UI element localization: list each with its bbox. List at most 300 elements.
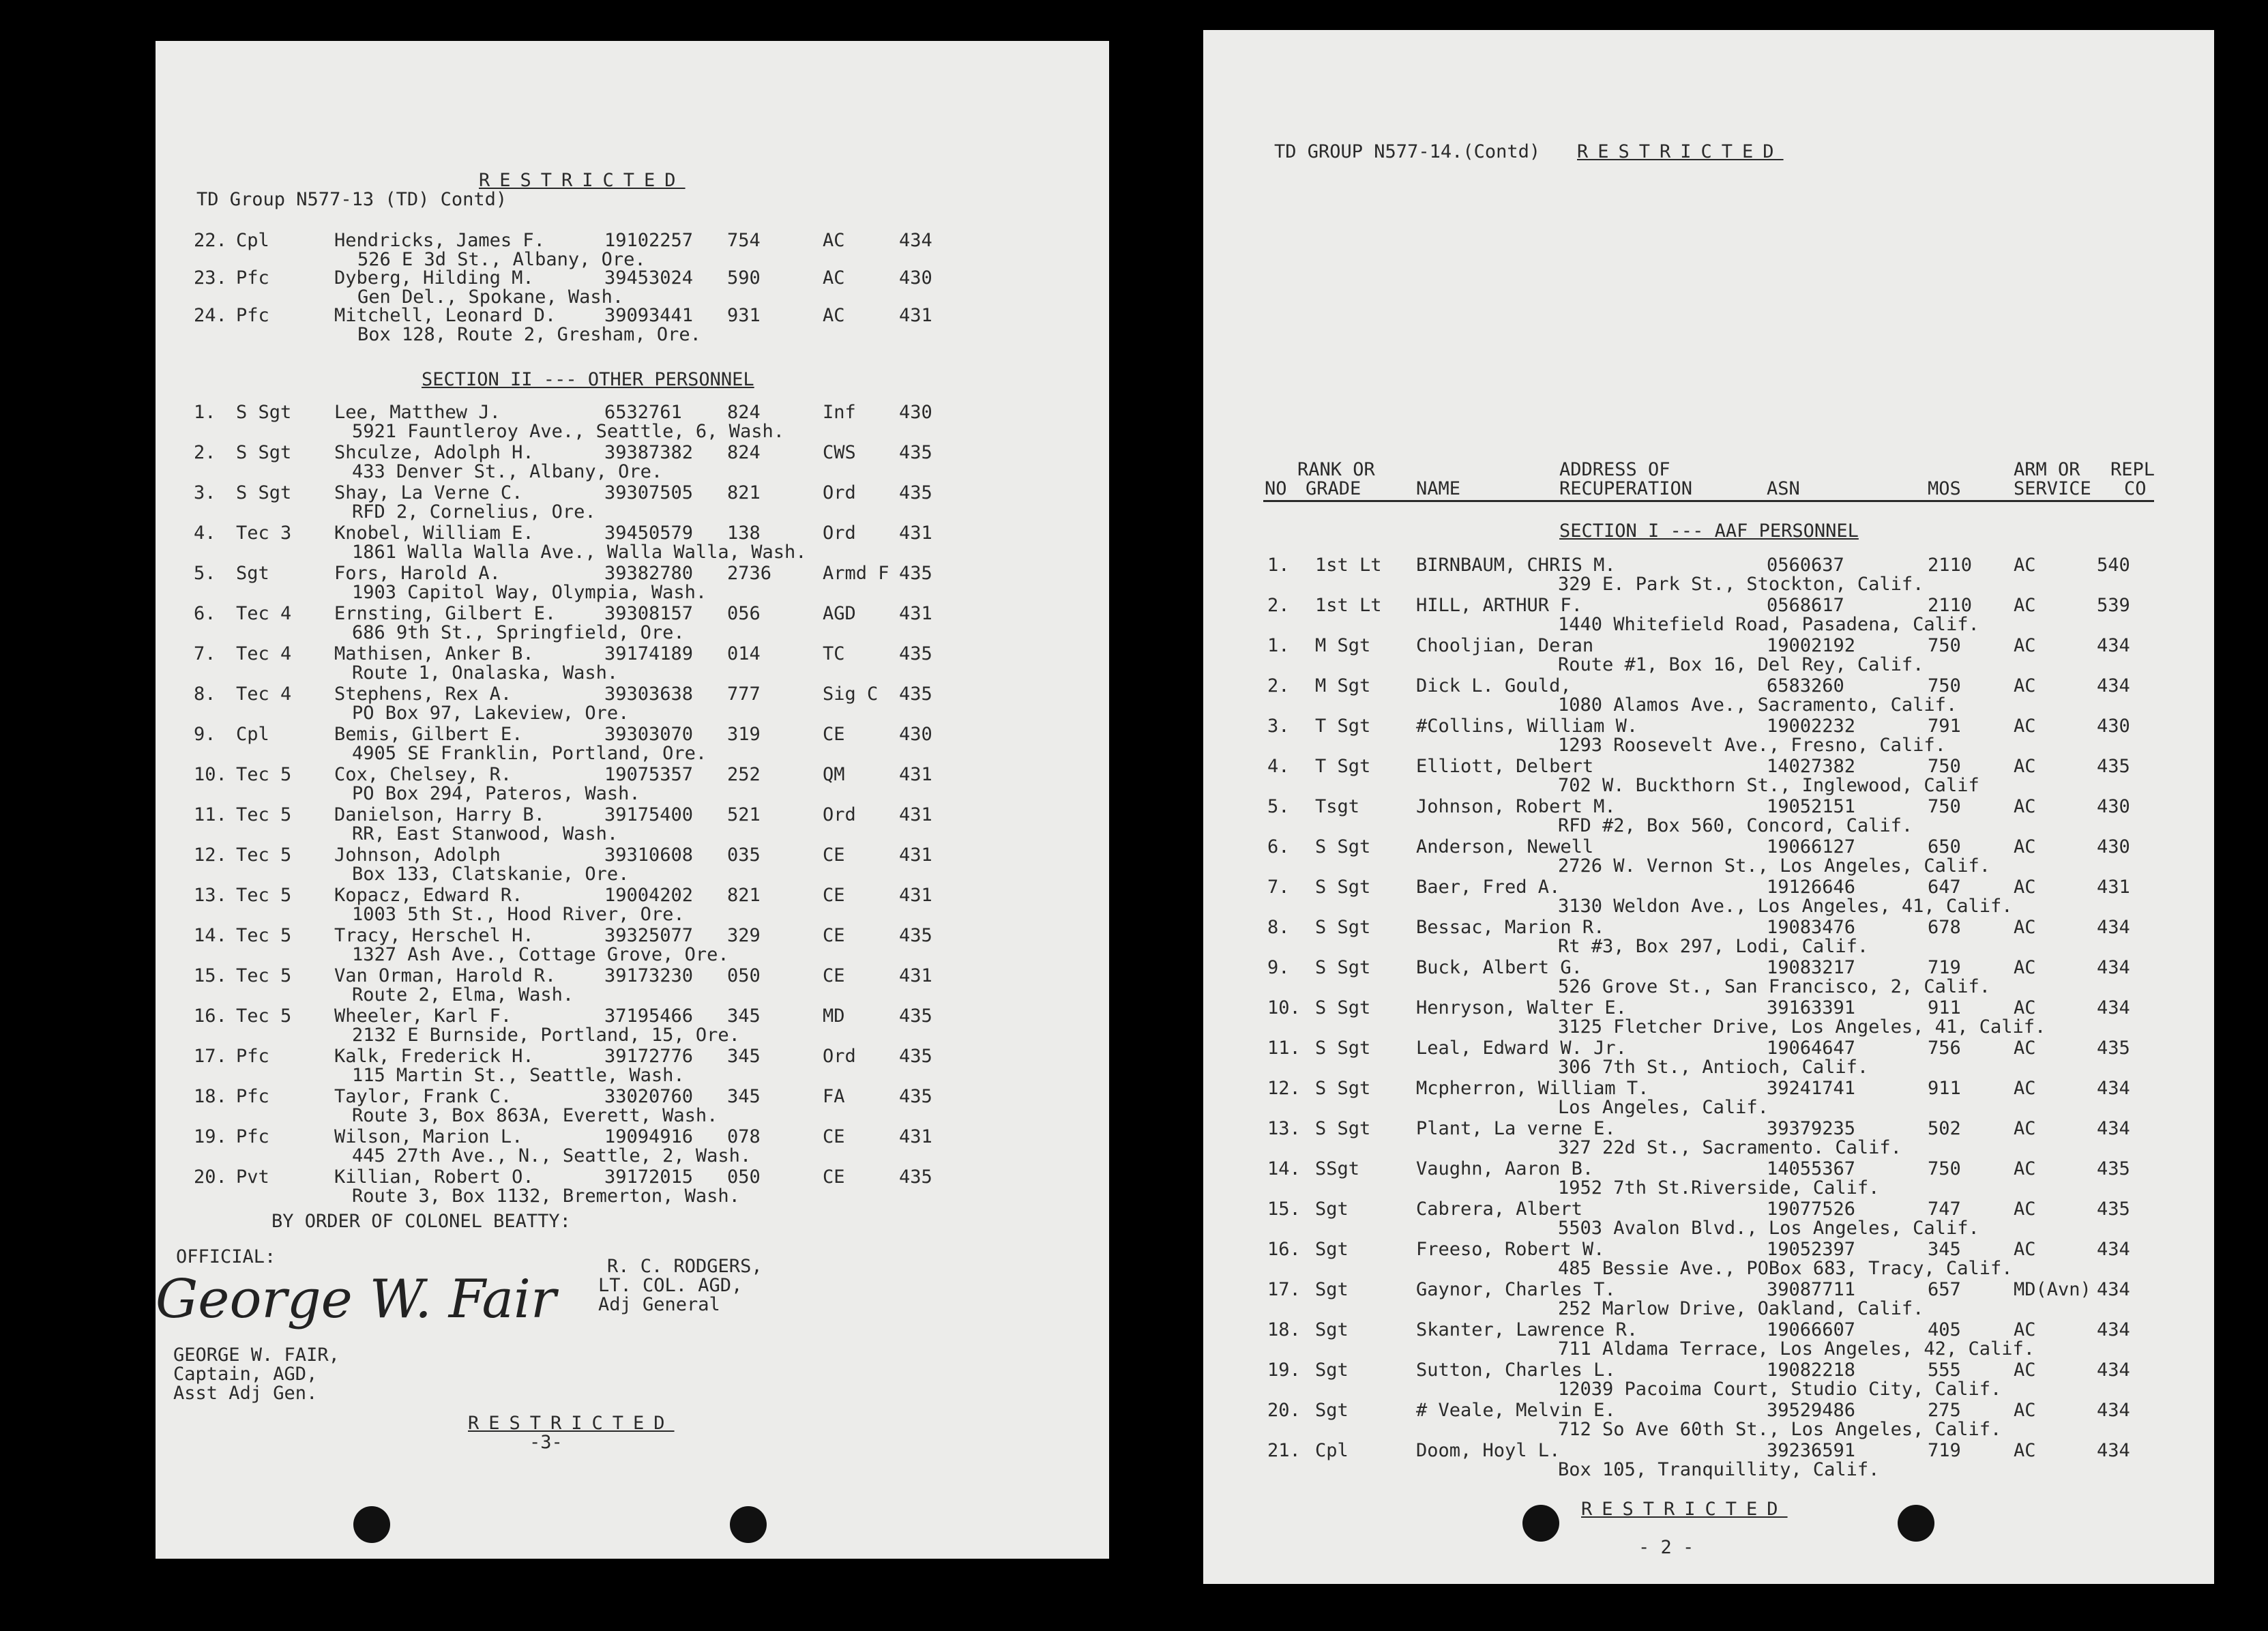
entry-name: Bessac, Marion R. <box>1416 917 1605 938</box>
entry-mos: 750 <box>1928 796 1961 817</box>
header-co-1: REPL <box>2110 459 2155 480</box>
entry-name: Hendricks, James F. <box>334 230 545 251</box>
entry-no: 10. <box>194 764 227 785</box>
entry-no: 5. <box>1267 796 1290 817</box>
entry-rank: Tec 4 <box>236 684 292 705</box>
entry-asn: 39450579 <box>604 523 694 544</box>
entry-mos: 750 <box>1928 756 1961 777</box>
entry-address: 5503 Avalon Blvd., Los Angeles, Calif. <box>1558 1218 1979 1239</box>
entry-no: 7. <box>1267 877 1290 898</box>
entry-rank: Pfc <box>236 1046 269 1067</box>
entry-address: 1327 Ash Ave., Cottage Grove, Ore. <box>352 944 729 965</box>
entry-asn: 19052397 <box>1767 1239 1856 1260</box>
entry-arm: AC <box>2014 1440 2036 1461</box>
entry-co: 435 <box>2097 1199 2130 1220</box>
entry-name: Shay, La Verne C. <box>334 482 523 503</box>
entry-co: 434 <box>2097 675 2130 696</box>
entry-mos: 405 <box>1928 1319 1961 1340</box>
entry-asn: 19082218 <box>1767 1360 1856 1381</box>
entry-name: Ernsting, Gilbert E. <box>334 603 557 624</box>
entry-arm: AC <box>2014 917 2036 938</box>
entry-rank: Tec 4 <box>236 643 292 664</box>
entry-no: 6. <box>1267 836 1290 857</box>
entry-address: 329 E. Park St., Stockton, Calif. <box>1558 574 1924 595</box>
entry-rank: Pfc <box>236 1086 269 1107</box>
entry-name: Danielson, Harry B. <box>334 804 545 825</box>
entry-co: 539 <box>2097 595 2130 616</box>
entry-address: Route 1, Onalaska, Wash. <box>352 662 619 684</box>
entry-rank: S Sgt <box>1315 1038 1371 1059</box>
entry-asn: 39307505 <box>604 482 694 503</box>
entry-asn: 39163391 <box>1767 997 1856 1018</box>
entry-co: 435 <box>899 1005 932 1027</box>
entry-co: 434 <box>2097 1360 2130 1381</box>
restricted-footer: RESTRICTED <box>468 1413 675 1434</box>
entry-mos: 078 <box>727 1126 761 1147</box>
entry-arm: AC <box>2014 1038 2036 1059</box>
entry-name: # Veale, Melvin E. <box>1416 1400 1616 1421</box>
entry-asn: 19052151 <box>1767 796 1856 817</box>
entry-arm: TC <box>823 643 845 664</box>
entry-co: 431 <box>899 844 932 866</box>
entry-no: 5. <box>194 563 216 584</box>
entry-asn: 0560637 <box>1767 555 1844 576</box>
entry-rank: M Sgt <box>1315 675 1371 696</box>
entry-rank: 1st Lt <box>1315 555 1382 576</box>
entry-arm: AC <box>2014 675 2036 696</box>
entry-asn: 39172776 <box>604 1046 694 1067</box>
entry-rank: Tec 5 <box>236 844 292 866</box>
entry-asn: 19064647 <box>1767 1038 1856 1059</box>
entry-arm: AC <box>2014 957 2036 978</box>
entry-name: Wheeler, Karl F. <box>334 1005 512 1027</box>
entry-rank: Cpl <box>236 230 269 251</box>
entry-name: Dick L. Gould, <box>1416 675 1572 696</box>
entry-address: Route 3, Box 1132, Bremerton, Wash. <box>352 1186 740 1207</box>
entry-asn: 19066607 <box>1767 1319 1856 1340</box>
entry-address: Gen Del., Spokane, Wash. <box>357 286 624 308</box>
entry-address: Route 2, Elma, Wash. <box>352 984 574 1005</box>
entry-arm: CE <box>823 844 845 866</box>
header-arm-2: SERVICE <box>2014 478 2091 499</box>
entry-asn: 37195466 <box>604 1005 694 1027</box>
entry-co: 435 <box>899 1166 932 1188</box>
header-name: NAME <box>1416 478 1461 499</box>
entry-asn: 39529486 <box>1767 1400 1856 1421</box>
entry-no: 19. <box>1267 1360 1301 1381</box>
entry-rank: M Sgt <box>1315 635 1371 656</box>
entry-rank: T Sgt <box>1315 716 1371 737</box>
entry-rank: S Sgt <box>1315 917 1371 938</box>
entry-asn: 39325077 <box>604 925 694 946</box>
entry-co: 540 <box>2097 555 2130 576</box>
entry-co: 434 <box>2097 957 2130 978</box>
entry-asn: 19083476 <box>1767 917 1856 938</box>
entry-address: 1440 Whitefield Road, Pasadena, Calif. <box>1558 614 1979 635</box>
entry-name: Mitchell, Leonard D. <box>334 305 557 326</box>
entry-arm: CE <box>823 885 845 906</box>
entry-arm: AC <box>823 230 845 251</box>
entry-arm: CE <box>823 965 845 986</box>
entry-address: 4905 SE Franklin, Portland, Ore. <box>352 743 707 764</box>
entry-address: RFD #2, Box 560, Concord, Calif. <box>1558 815 1913 836</box>
header-co-2: CO <box>2124 478 2147 499</box>
entry-name: Gaynor, Charles T. <box>1416 1279 1616 1300</box>
entry-mos: 911 <box>1928 1078 1961 1099</box>
entry-rank: Tsgt <box>1315 796 1360 817</box>
entry-address: 433 Denver St., Albany, Ore. <box>352 461 663 482</box>
header-rank-2: GRADE <box>1306 478 1361 499</box>
entry-arm: AC <box>2014 1400 2036 1421</box>
restricted-header: RESTRICTED <box>479 170 686 191</box>
entry-address: Box 133, Clatskanie, Ore. <box>352 864 630 885</box>
entry-rank: Sgt <box>1315 1279 1349 1300</box>
entry-rank: S Sgt <box>1315 1118 1371 1139</box>
entry-rank: Sgt <box>1315 1360 1349 1381</box>
entry-mos: 824 <box>727 442 761 463</box>
entry-address: 485 Bessie Ave., POBox 683, Tracy, Calif. <box>1558 1258 2013 1279</box>
entry-asn: 19083217 <box>1767 957 1856 978</box>
entry-arm: AC <box>2014 1239 2036 1260</box>
entry-asn: 39087711 <box>1767 1279 1856 1300</box>
entry-rank: Cpl <box>236 724 269 745</box>
entry-co: 435 <box>2097 756 2130 777</box>
entry-mos: 319 <box>727 724 761 745</box>
entry-co: 431 <box>2097 877 2130 898</box>
entry-mos: 754 <box>727 230 761 251</box>
entry-co: 434 <box>2097 635 2130 656</box>
entry-mos: 756 <box>1928 1038 1961 1059</box>
entry-mos: 931 <box>727 305 761 326</box>
entry-arm: AC <box>2014 877 2036 898</box>
page-number: - 2 - <box>1638 1537 1694 1558</box>
entry-arm: QM <box>823 764 845 785</box>
signature: George W. Fair <box>156 1269 557 1330</box>
entry-name: Knobel, William E. <box>334 523 534 544</box>
signer-right-rank: LT. COL. AGD, <box>598 1275 743 1296</box>
entry-no: 18. <box>194 1086 227 1107</box>
group-line: TD Group N577-13 (TD) Contd) <box>196 189 507 210</box>
entry-address: 2132 E Burnside, Portland, 15, Ore. <box>352 1025 740 1046</box>
entry-name: Taylor, Frank C. <box>334 1086 512 1107</box>
entry-arm: AC <box>2014 836 2036 857</box>
entry-mos: 719 <box>1928 957 1961 978</box>
entry-rank: T Sgt <box>1315 756 1371 777</box>
signer-left-rank: Captain, AGD, <box>173 1364 318 1385</box>
entry-address: Los Angeles, Calif. <box>1558 1097 1769 1118</box>
entry-asn: 19102257 <box>604 230 694 251</box>
entry-no: 7. <box>194 643 216 664</box>
entry-no: 13. <box>1267 1118 1301 1139</box>
entry-mos: 750 <box>1928 1158 1961 1179</box>
entry-asn: 39303638 <box>604 684 694 705</box>
entry-mos: 050 <box>727 1166 761 1188</box>
entry-mos: 252 <box>727 764 761 785</box>
entry-no: 16. <box>194 1005 227 1027</box>
entry-co: 435 <box>2097 1038 2130 1059</box>
entry-asn: 6583260 <box>1767 675 1844 696</box>
entry-arm: AGD <box>823 603 856 624</box>
entry-name: Cabrera, Albert <box>1416 1199 1582 1220</box>
entry-address: 12039 Pacoima Court, Studio City, Calif. <box>1558 1379 2002 1400</box>
entry-co: 435 <box>2097 1158 2130 1179</box>
entry-rank: Sgt <box>236 563 269 584</box>
entry-name: Doom, Hoyl L. <box>1416 1440 1561 1461</box>
entry-asn: 19075357 <box>604 764 694 785</box>
entry-mos: 821 <box>727 482 761 503</box>
entry-address: 711 Aldama Terrace, Los Angeles, 42, Calif. <box>1558 1338 2035 1360</box>
entry-arm: AC <box>2014 1199 2036 1220</box>
entry-name: Baer, Fred A. <box>1416 877 1561 898</box>
entry-address: 445 27th Ave., N., Seattle, 2, Wash. <box>352 1145 752 1166</box>
entry-name: Wilson, Marion L. <box>334 1126 523 1147</box>
entry-asn: 39093441 <box>604 305 694 326</box>
entry-address: 115 Martin St., Seattle, Wash. <box>352 1065 685 1086</box>
entry-mos: 2110 <box>1928 555 1973 576</box>
entry-address: Box 128, Route 2, Gresham, Ore. <box>357 324 701 345</box>
entry-name: HILL, ARTHUR F. <box>1416 595 1582 616</box>
entry-mos: 2110 <box>1928 595 1973 616</box>
entry-asn: 19077526 <box>1767 1199 1856 1220</box>
entry-co: 434 <box>2097 917 2130 938</box>
entry-no: 21. <box>1267 1440 1301 1461</box>
entry-arm: AC <box>2014 1158 2036 1179</box>
entry-name: Bemis, Gilbert E. <box>334 724 523 745</box>
entry-no: 2. <box>1267 595 1290 616</box>
entry-rank: S Sgt <box>1315 836 1371 857</box>
entry-mos: 014 <box>727 643 761 664</box>
entry-mos: 650 <box>1928 836 1961 857</box>
entry-co: 431 <box>899 603 932 624</box>
entry-name: Sutton, Charles L. <box>1416 1360 1616 1381</box>
entry-asn: 19066127 <box>1767 836 1856 857</box>
entry-mos: 750 <box>1928 635 1961 656</box>
entry-asn: 39379235 <box>1767 1118 1856 1139</box>
page-2 <box>1203 30 2214 1584</box>
entry-name: Lee, Matthew J. <box>334 402 501 423</box>
entry-no: 22. <box>194 230 227 251</box>
entry-no: 11. <box>194 804 227 825</box>
entry-asn: 19002192 <box>1767 635 1856 656</box>
entry-mos: 647 <box>1928 877 1961 898</box>
entry-asn: 39175400 <box>604 804 694 825</box>
entry-arm: AC <box>2014 635 2036 656</box>
entry-co: 430 <box>2097 796 2130 817</box>
entry-name: Plant, La verne E. <box>1416 1118 1616 1139</box>
entry-co: 430 <box>899 724 932 745</box>
entry-rank: Pvt <box>236 1166 269 1188</box>
entry-rank: SSgt <box>1315 1158 1360 1179</box>
entry-name: Henryson, Walter E. <box>1416 997 1627 1018</box>
entry-no: 3. <box>194 482 216 503</box>
entry-name: Buck, Albert G. <box>1416 957 1582 978</box>
entry-co: 431 <box>899 804 932 825</box>
punch-hole <box>1522 1505 1559 1542</box>
entry-name: Vaughn, Aaron B. <box>1416 1158 1594 1179</box>
entry-no: 14. <box>1267 1158 1301 1179</box>
by-order-line: BY ORDER OF COLONEL BEATTY: <box>271 1211 571 1232</box>
entry-no: 9. <box>194 724 216 745</box>
punch-hole <box>730 1506 767 1543</box>
entry-address: PO Box 97, Lakeview, Ore. <box>352 703 630 724</box>
entry-mos: 345 <box>1928 1239 1961 1260</box>
entry-asn: 39382780 <box>604 563 694 584</box>
entry-co: 434 <box>2097 997 2130 1018</box>
entry-no: 14. <box>194 925 227 946</box>
entry-co: 435 <box>899 563 932 584</box>
entry-rank: 1st Lt <box>1315 595 1382 616</box>
entry-no: 1. <box>194 402 216 423</box>
entry-asn: 14027382 <box>1767 756 1856 777</box>
entry-asn: 19094916 <box>604 1126 694 1147</box>
entry-arm: AC <box>2014 1360 2036 1381</box>
section-title: SECTION I --- AAF PERSONNEL <box>1559 520 1859 542</box>
entry-mos: 345 <box>727 1086 761 1107</box>
entry-arm: AC <box>2014 997 2036 1018</box>
entry-no: 12. <box>194 844 227 866</box>
entry-arm: AC <box>2014 595 2036 616</box>
entry-address: 1903 Capitol Way, Olympia, Wash. <box>352 582 707 603</box>
entry-mos: 056 <box>727 603 761 624</box>
entry-rank: Sgt <box>1315 1199 1349 1220</box>
entry-co: 434 <box>2097 1319 2130 1340</box>
entry-mos: 035 <box>727 844 761 866</box>
entry-address: 686 9th St., Springfield, Ore. <box>352 622 685 643</box>
entry-name: Johnson, Robert M. <box>1416 796 1616 817</box>
entry-rank: S Sgt <box>1315 997 1371 1018</box>
entry-name: Cox, Chelsey, R. <box>334 764 512 785</box>
entry-no: 10. <box>1267 997 1301 1018</box>
entry-arm: AC <box>823 267 845 289</box>
entry-no: 20. <box>1267 1400 1301 1421</box>
entry-arm: Armd F <box>823 563 889 584</box>
entry-address: 1293 Roosevelt Ave., Fresno, Calif. <box>1558 735 1946 756</box>
entry-address: 306 7th St., Antioch, Calif. <box>1558 1057 1869 1078</box>
entry-co: 434 <box>2097 1440 2130 1461</box>
entry-rank: Pfc <box>236 267 269 289</box>
entry-rank: Tec 5 <box>236 965 292 986</box>
entry-co: 434 <box>899 230 932 251</box>
entry-co: 431 <box>899 1126 932 1147</box>
entry-address: RR, East Stanwood, Wash. <box>352 823 619 844</box>
entry-name: Tracy, Herschel H. <box>334 925 534 946</box>
entry-no: 16. <box>1267 1239 1301 1260</box>
entry-mos: 911 <box>1928 997 1961 1018</box>
entry-arm: MD(Avn) <box>2014 1279 2091 1300</box>
entry-co: 430 <box>899 402 932 423</box>
entry-asn: 14055367 <box>1767 1158 1856 1179</box>
entry-no: 20. <box>194 1166 227 1188</box>
header-address-1: ADDRESS OF <box>1559 459 1670 480</box>
entry-co: 435 <box>899 442 932 463</box>
entry-arm: AC <box>823 305 845 326</box>
entry-mos: 777 <box>727 684 761 705</box>
entry-asn: 39453024 <box>604 267 694 289</box>
entry-arm: AC <box>2014 1319 2036 1340</box>
section-title: SECTION II --- OTHER PERSONNEL <box>422 369 754 390</box>
entry-asn: 39308157 <box>604 603 694 624</box>
entry-address: Rt #3, Box 297, Lodi, Calif. <box>1558 936 1869 957</box>
entry-co: 431 <box>899 764 932 785</box>
entry-co: 434 <box>2097 1400 2130 1421</box>
entry-arm: Ord <box>823 482 856 503</box>
entry-address: 526 Grove St., San Francisco, 2, Calif. <box>1558 976 1990 997</box>
entry-arm: MD <box>823 1005 845 1027</box>
entry-co: 431 <box>899 523 932 544</box>
entry-rank: S Sgt <box>236 402 292 423</box>
entry-arm: Inf <box>823 402 856 423</box>
entry-arm: AC <box>2014 756 2036 777</box>
entry-no: 9. <box>1267 957 1290 978</box>
entry-rank: Pfc <box>236 305 269 326</box>
entry-co: 430 <box>2097 716 2130 737</box>
signer-left-title: Asst Adj Gen. <box>173 1383 318 1404</box>
header-rule <box>1263 500 2154 502</box>
entry-arm: Ord <box>823 1046 856 1067</box>
signer-left-name: GEORGE W. FAIR, <box>173 1345 340 1366</box>
header-mos: MOS <box>1928 478 1961 499</box>
entry-mos: 750 <box>1928 675 1961 696</box>
entry-no: 15. <box>194 965 227 986</box>
entry-co: 431 <box>899 965 932 986</box>
entry-no: 1. <box>1267 555 1290 576</box>
entry-mos: 2736 <box>727 563 772 584</box>
entry-name: Johnson, Adolph <box>334 844 501 866</box>
entry-rank: Sgt <box>1315 1239 1349 1260</box>
entry-mos: 050 <box>727 965 761 986</box>
entry-co: 434 <box>2097 1239 2130 1260</box>
entry-asn: 19004202 <box>604 885 694 906</box>
entry-name: Van Orman, Harold R. <box>334 965 557 986</box>
entry-arm: AC <box>2014 796 2036 817</box>
entry-name: Killian, Robert O. <box>334 1166 534 1188</box>
punch-hole <box>1898 1505 1934 1542</box>
entry-rank: Tec 5 <box>236 1005 292 1027</box>
entry-no: 8. <box>1267 917 1290 938</box>
entry-rank: Tec 5 <box>236 764 292 785</box>
entry-asn: 19002232 <box>1767 716 1856 737</box>
header-arm-1: ARM OR <box>2014 459 2080 480</box>
entry-address: Route #1, Box 16, Del Rey, Calif. <box>1558 654 1924 675</box>
entry-name: Chooljian, Deran <box>1416 635 1594 656</box>
entry-mos: 678 <box>1928 917 1961 938</box>
page-3 <box>156 41 1109 1559</box>
entry-arm: FA <box>823 1086 845 1107</box>
entry-arm: Sig C <box>823 684 879 705</box>
entry-asn: 39310608 <box>604 844 694 866</box>
entry-name: Mathisen, Anker B. <box>334 643 534 664</box>
entry-co: 435 <box>899 1046 932 1067</box>
entry-co: 434 <box>2097 1078 2130 1099</box>
entry-arm: AC <box>2014 716 2036 737</box>
entry-address: 1861 Walla Walla Ave., Walla Walla, Wash. <box>352 542 807 563</box>
restricted-header: RESTRICTED <box>1577 141 1784 162</box>
entry-rank: Tec 5 <box>236 804 292 825</box>
entry-arm: AC <box>2014 1118 2036 1139</box>
entry-no: 2. <box>1267 675 1290 696</box>
entry-arm: CE <box>823 724 845 745</box>
entry-name: Fors, Harold A. <box>334 563 501 584</box>
entry-asn: 19126646 <box>1767 877 1856 898</box>
entry-mos: 329 <box>727 925 761 946</box>
entry-no: 19. <box>194 1126 227 1147</box>
entry-asn: 39172015 <box>604 1166 694 1188</box>
entry-address: Box 105, Tranquillity, Calif. <box>1558 1459 1880 1480</box>
entry-no: 13. <box>194 885 227 906</box>
entry-arm: AC <box>2014 555 2036 576</box>
entry-no: 2. <box>194 442 216 463</box>
entry-rank: S Sgt <box>1315 877 1371 898</box>
